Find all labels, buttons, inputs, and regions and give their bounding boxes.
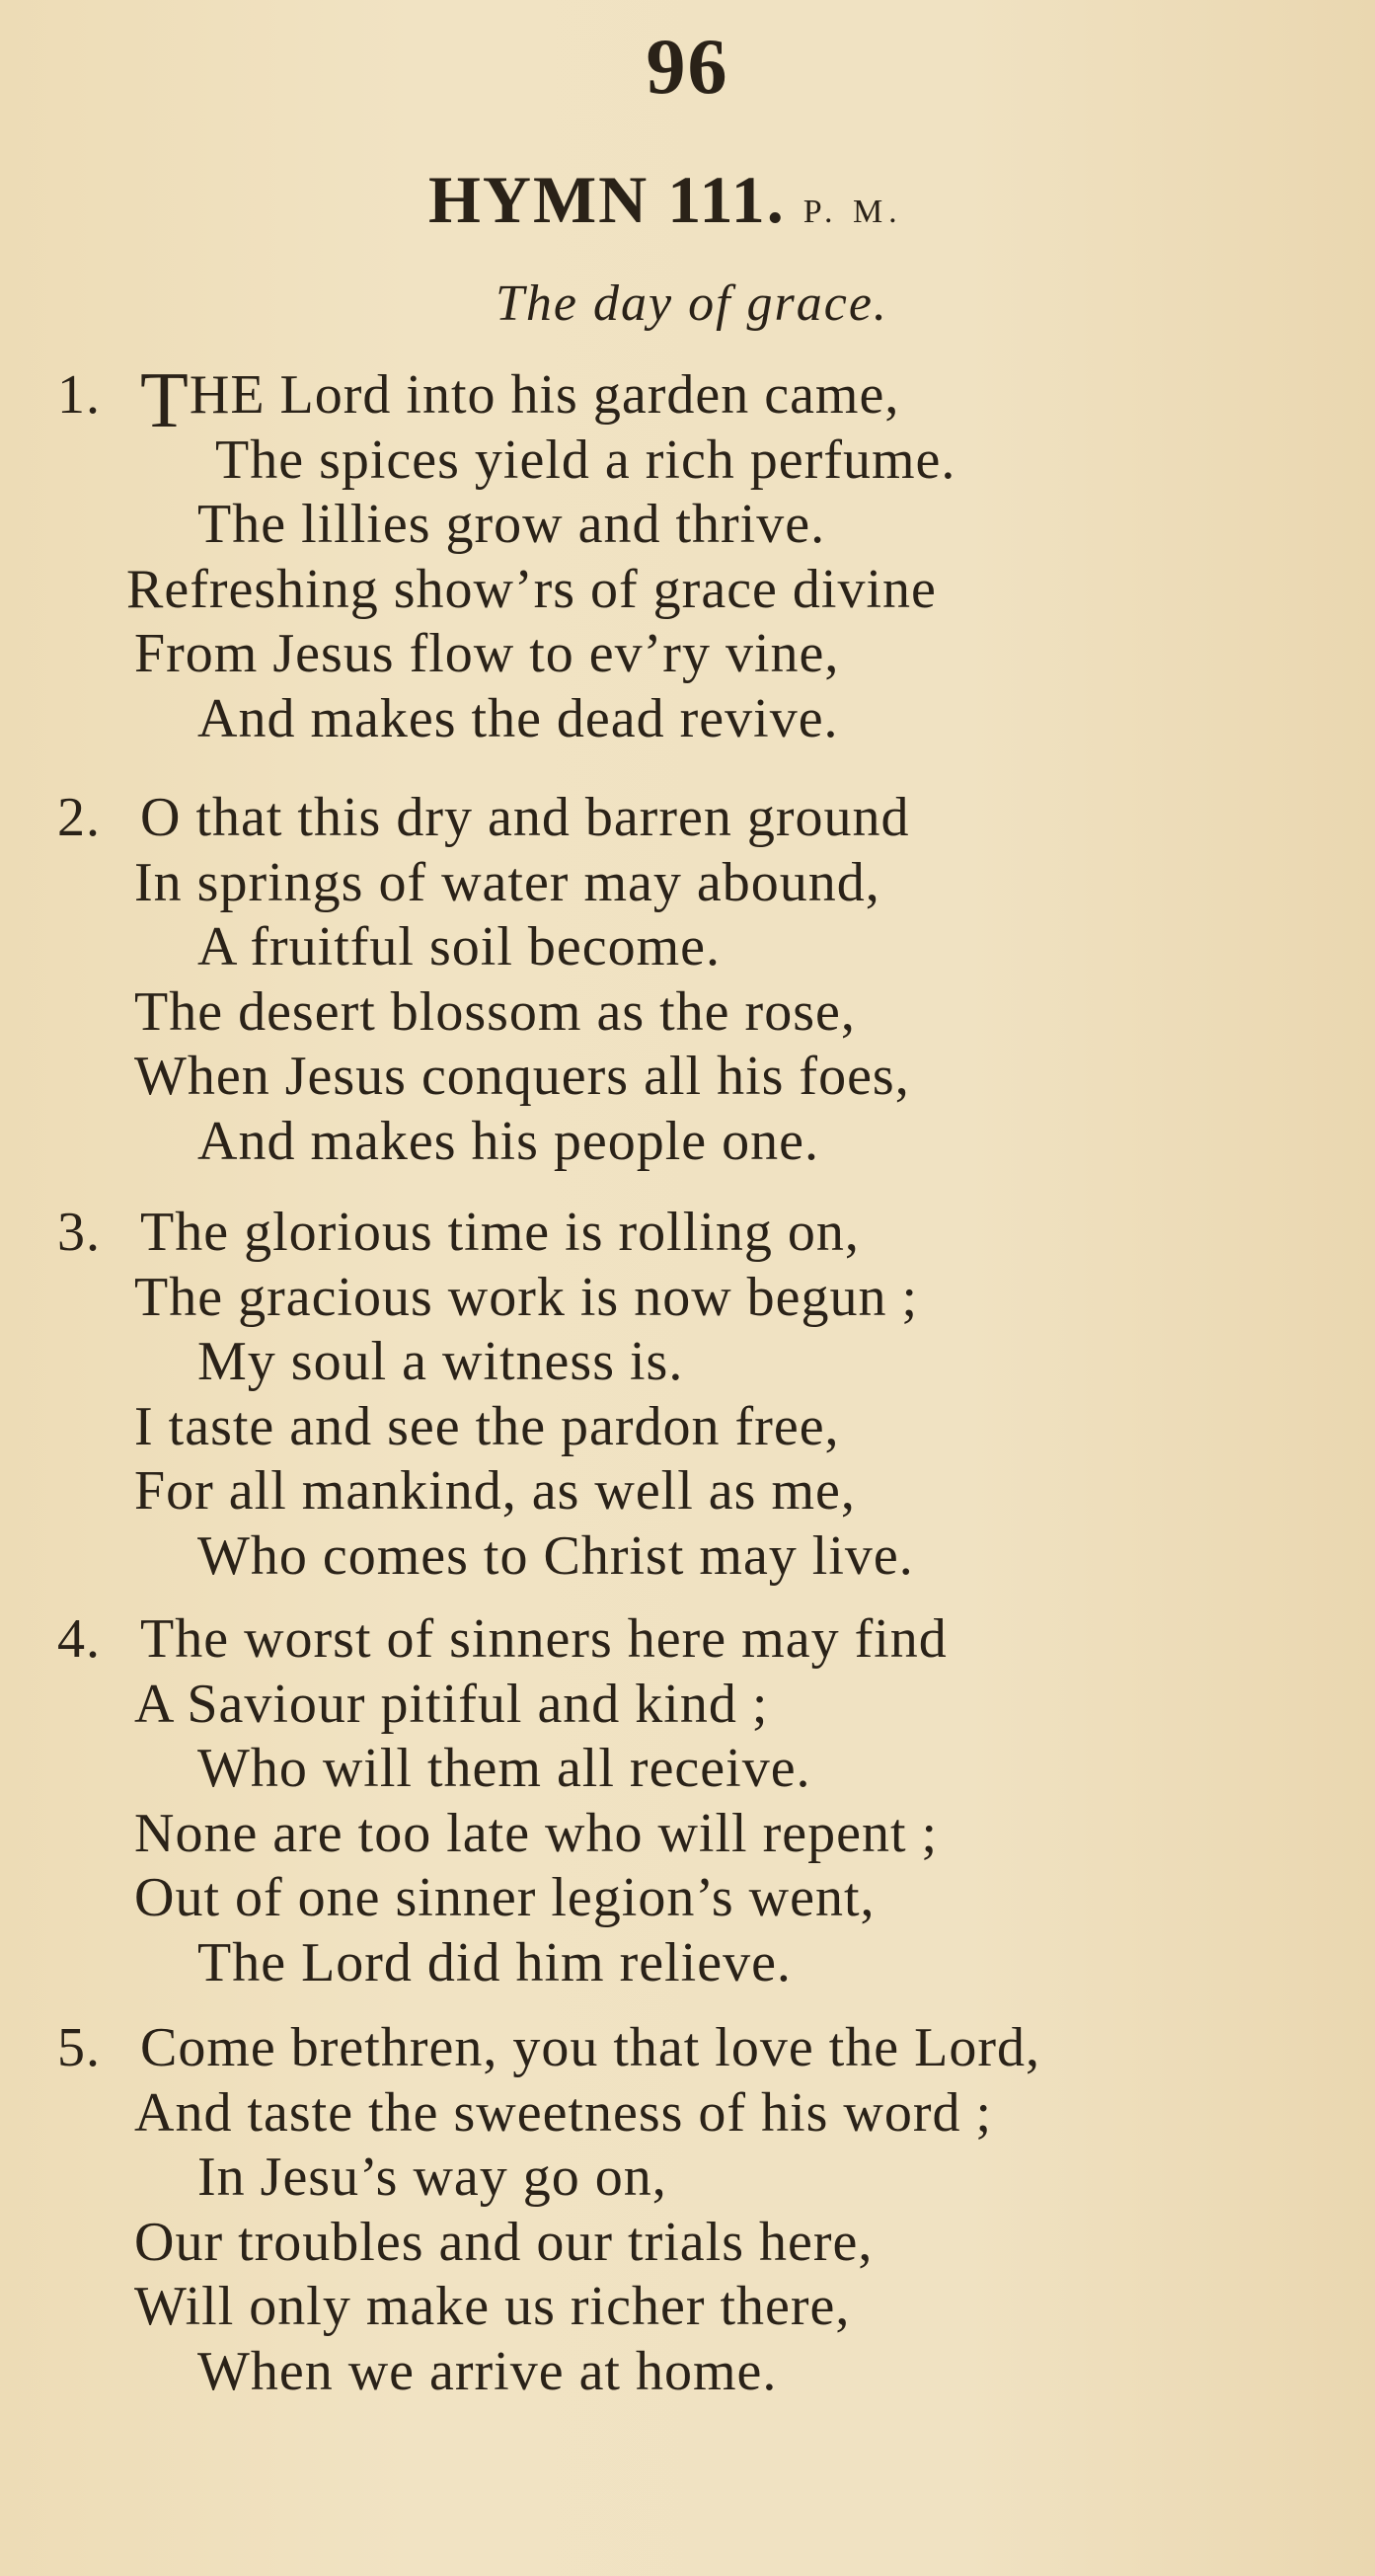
- stanza-line: Our troubles and our trials here,: [134, 2211, 874, 2273]
- stanza-line: And makes the dead revive.: [197, 687, 839, 749]
- stanza-line-text: HE Lord into his garden came,: [189, 364, 900, 426]
- stanza-line: None are too late who will repent ;: [134, 1802, 939, 1864]
- page-number: 96: [646, 24, 729, 111]
- stanza-line: I taste and see the pardon free,: [134, 1395, 840, 1457]
- stanza-line-text: O that this dry and barren ground: [140, 787, 910, 848]
- stanza-line: And makes his people one.: [197, 1110, 819, 1172]
- stanza-line: [57, 1607, 1242, 1673]
- stanza-line: My soul a witness is.: [197, 1331, 684, 1392]
- stanza-line: In Jesu’s way go on,: [197, 2147, 667, 2208]
- hymn-title-text: HYMN 111.: [428, 162, 786, 237]
- stanza-line-text: The glorious time is rolling on,: [140, 1202, 860, 1263]
- stanza-number: 3.: [57, 1202, 101, 1263]
- stanza-line: [57, 2016, 1242, 2081]
- stanza-line: The desert blossom as the rose,: [134, 980, 856, 1043]
- stanza-line: When Jesus conquers all his foes,: [134, 1046, 910, 1107]
- stanza-line: [57, 1201, 1242, 1266]
- stanza-line: The spices yield a rich perfume.: [215, 429, 956, 491]
- stanza-line: When we arrive at home.: [197, 2340, 778, 2402]
- stanza-3: [57, 1201, 1242, 1589]
- stanza-line: Refreshing show’rs of grace divine: [126, 558, 937, 620]
- stanza-number: 5.: [57, 2017, 101, 2078]
- stanza-line: In springs of water may abound,: [134, 851, 880, 913]
- stanza-4: [57, 1607, 1242, 1995]
- stanza-5: [57, 2016, 1242, 2404]
- stanza-line: Who comes to Christ may live.: [197, 1524, 914, 1587]
- stanza-line: The gracious work is now begun ;: [134, 1266, 919, 1328]
- stanza-line: A fruitful soil become.: [197, 916, 722, 977]
- stanza-line: Will only make us richer there,: [134, 2276, 851, 2337]
- hymn-subtitle: The day of grace.: [496, 275, 888, 332]
- stanza-line: For all mankind, as well as me,: [134, 1460, 856, 1522]
- stanza-number: 2.: [57, 787, 101, 848]
- stanza-line: A Saviour pitiful and kind ;: [134, 1673, 769, 1735]
- hymn-meter: P. M.: [802, 194, 903, 230]
- stanza-line: And taste the sweetness of his word ;: [134, 2081, 993, 2144]
- stanza-2: [57, 786, 1242, 1174]
- stanza-line: [57, 786, 1242, 851]
- stanza-line: Who will them all receive.: [197, 1738, 811, 1799]
- drop-cap: T: [140, 357, 190, 444]
- stanza-line: [57, 357, 1242, 444]
- stanza-1: [57, 357, 1242, 751]
- stanza-line: The lillies grow and thrive.: [197, 494, 826, 555]
- stanza-line: Out of one sinner legion’s went,: [134, 1867, 876, 1928]
- stanza-number: 4.: [57, 1608, 101, 1670]
- stanza-line: The Lord did him relieve.: [197, 1931, 792, 1993]
- stanza-line: From Jesus flow to ev’ry vine,: [134, 623, 840, 684]
- hymn-title: [428, 162, 903, 237]
- stanza-number: 1.: [57, 364, 101, 426]
- stanza-line-text: Come brethren, you that love the Lord,: [140, 2017, 1040, 2078]
- stanza-line-text: The worst of sinners here may find: [140, 1608, 948, 1670]
